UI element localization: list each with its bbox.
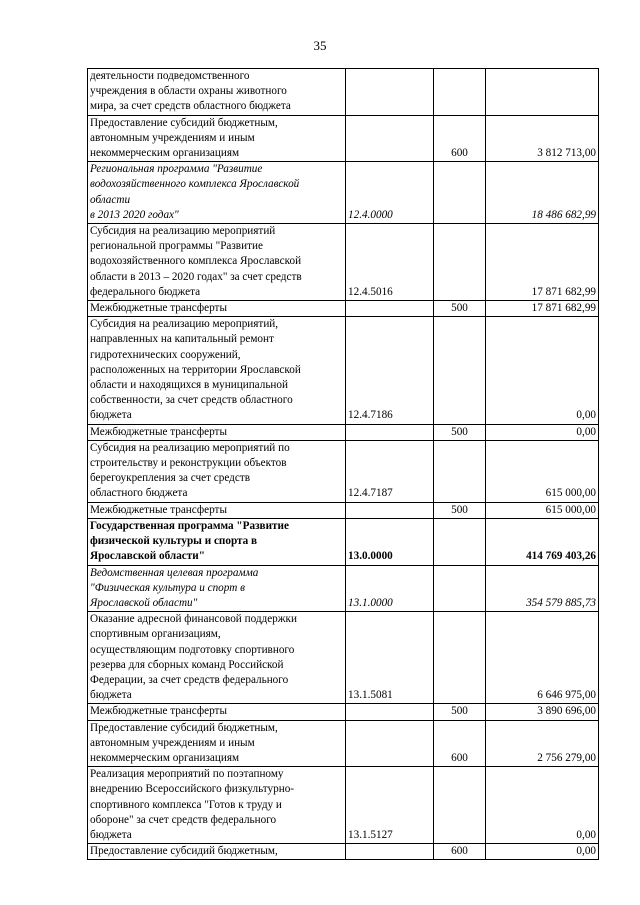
row-sum-cell: 2 756 279,00: [486, 720, 599, 767]
row-name-cell: деятельности подведомственного учреждения в области охраны животного мира, за счет средств областного бюджета: [88, 69, 346, 116]
row-name-cell: Оказание адресной финансовой поддержки спортивным организациям, осуществляющим подготовку спортивного резерва для сборных команд Российской Федерации, за счет средств федерального бюджета: [88, 612, 346, 704]
table-row: [88, 440, 599, 502]
row-name-cell: Государственная программа "Развитие физической культуры и спорта в Ярославской области": [88, 518, 346, 565]
row-sum-cell: 17 871 682,99: [486, 224, 599, 301]
table-row: [88, 767, 599, 844]
row-sum-cell: [486, 69, 599, 116]
row-code-cell: [346, 301, 434, 317]
row-sum-cell: 3 890 696,00: [486, 704, 599, 720]
row-type-cell: [434, 767, 486, 844]
row-name-cell: Ведомственная целевая программа "Физическая культура и спорт в Ярославской области": [88, 565, 346, 612]
table-row: [88, 115, 599, 162]
row-type-cell: [434, 440, 486, 502]
row-code-cell: [346, 69, 434, 116]
row-type-cell: 500: [434, 704, 486, 720]
row-type-cell: [434, 317, 486, 424]
row-type-cell: 500: [434, 502, 486, 518]
row-sum-cell: 3 812 713,00: [486, 115, 599, 162]
budget-table: [87, 68, 599, 860]
row-code-cell: [346, 844, 434, 860]
row-type-cell: 500: [434, 424, 486, 440]
row-code-cell: 13.1.5081: [346, 612, 434, 704]
row-code-cell: 12.4.7186: [346, 317, 434, 424]
row-code-cell: [346, 424, 434, 440]
row-type-cell: [434, 162, 486, 224]
row-sum-cell: 0,00: [486, 767, 599, 844]
row-type-cell: [434, 224, 486, 301]
row-name-cell: Субсидия на реализацию мероприятий региональной программы "Развитие водохозяйственного комплекса Ярославской области в 2013 – 2020 годах" за счет средств федерального бюджета: [88, 224, 346, 301]
row-code-cell: 13.0.0000: [346, 518, 434, 565]
budget-table-body: [88, 69, 599, 860]
row-type-cell: [434, 612, 486, 704]
row-name-cell: Межбюджетные трансферты: [88, 301, 346, 317]
table-row: [88, 224, 599, 301]
row-name-cell: Межбюджетные трансферты: [88, 502, 346, 518]
row-code-cell: [346, 704, 434, 720]
table-row: [88, 612, 599, 704]
row-type-cell: 600: [434, 720, 486, 767]
row-name-cell: Межбюджетные трансферты: [88, 704, 346, 720]
row-code-cell: 12.4.7187: [346, 440, 434, 502]
row-name-cell: Предоставление субсидий бюджетным,: [88, 844, 346, 860]
row-code-cell: 12.4.0000: [346, 162, 434, 224]
page-number: 35: [313, 38, 327, 53]
row-sum-cell: 615 000,00: [486, 502, 599, 518]
row-sum-cell: 17 871 682,99: [486, 301, 599, 317]
row-name-cell: Предоставление субсидий бюджетным, автономным учреждениям и иным некоммерческим организациям: [88, 115, 346, 162]
row-sum-cell: 18 486 682,99: [486, 162, 599, 224]
row-name-cell: Региональная программа "Развитие водохозяйственного комплекса Ярославской области в 2013 2020 годах": [88, 162, 346, 224]
row-sum-cell: 354 579 885,73: [486, 565, 599, 612]
table-row: [88, 69, 599, 116]
row-code-cell: 13.1.5127: [346, 767, 434, 844]
row-name-cell: Субсидия на реализацию мероприятий, направленных на капитальный ремонт гидротехнических сооружений, расположенных на территории Ярославской области и находящихся в муниципальной собственности, за счет средств областного бюджета: [88, 317, 346, 424]
row-type-cell: [434, 518, 486, 565]
row-type-cell: 500: [434, 301, 486, 317]
row-type-cell: [434, 565, 486, 612]
table-row: [88, 502, 599, 518]
row-sum-cell: 6 646 975,00: [486, 612, 599, 704]
row-type-cell: 600: [434, 115, 486, 162]
row-code-cell: 12.4.5016: [346, 224, 434, 301]
table-row: [88, 720, 599, 767]
table-row: [88, 317, 599, 424]
table-row: [88, 844, 599, 860]
row-name-cell: Межбюджетные трансферты: [88, 424, 346, 440]
row-code-cell: [346, 720, 434, 767]
row-sum-cell: 0,00: [486, 317, 599, 424]
row-sum-cell: 615 000,00: [486, 440, 599, 502]
row-code-cell: 13.1.0000: [346, 565, 434, 612]
row-name-cell: Субсидия на реализацию мероприятий по строительству и реконструкции объектов берегоукрепления за счет средств областного бюджета: [88, 440, 346, 502]
row-name-cell: Реализация мероприятий по поэтапному внедрению Всероссийского физкультурно- спортивного комплекса "Готов к труду и обороне" за счет средств федерального бюджета: [88, 767, 346, 844]
row-type-cell: 600: [434, 844, 486, 860]
row-code-cell: [346, 502, 434, 518]
row-type-cell: [434, 69, 486, 116]
row-sum-cell: 0,00: [486, 844, 599, 860]
table-row: [88, 424, 599, 440]
table-row: [88, 565, 599, 612]
row-sum-cell: 414 769 403,26: [486, 518, 599, 565]
row-sum-cell: 0,00: [486, 424, 599, 440]
table-row: [88, 704, 599, 720]
table-row: [88, 162, 599, 224]
table-row: [88, 518, 599, 565]
row-code-cell: [346, 115, 434, 162]
row-name-cell: Предоставление субсидий бюджетным, автономным учреждениям и иным некоммерческим организациям: [88, 720, 346, 767]
table-row: [88, 301, 599, 317]
